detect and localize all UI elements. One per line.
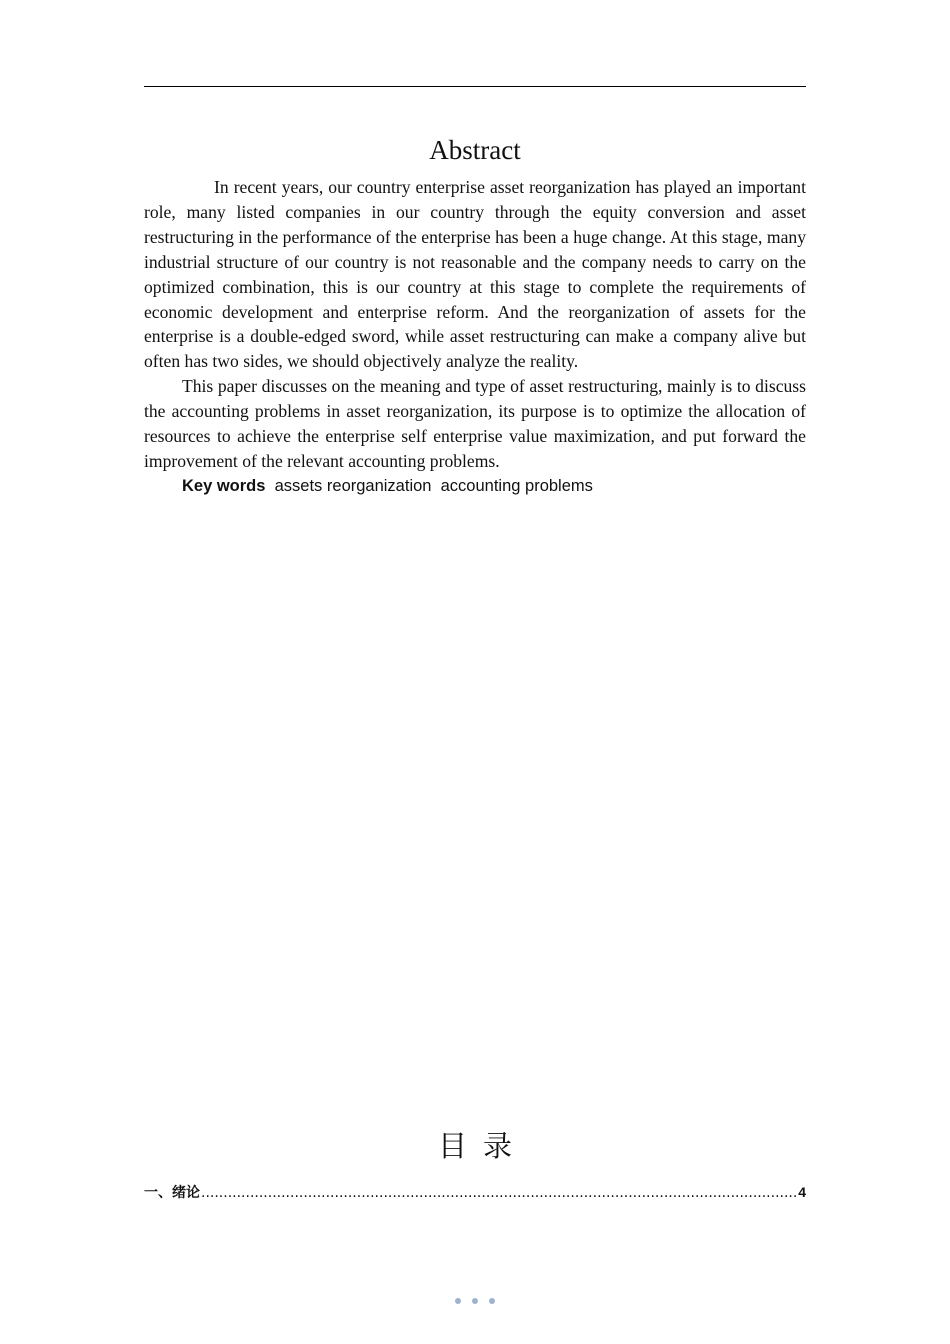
toc-entry-page: 4 <box>798 1184 806 1200</box>
header-rule <box>144 86 806 87</box>
toc-dot-leader <box>201 1182 797 1204</box>
abstract-paragraph: This paper discusses on the meaning and type of asset restructuring, mainly is to discuss the accounting problems in asset reorganization, its purpose is to optimize the allocation of resources to achieve the enterprise self enterprise value maximization, and put forward the improvement of the relevant accounting problems. <box>144 376 806 471</box>
abstract-paragraph: In recent years, our country enterprise asset reorganization has played an important role, many listed companies in our country through the equity conversion and asset restructuring in the performance of the enterprise has been a huge change. At this stage, many industrial structure of our country is not reasonable and the company needs to carry on the optimized combination, this is our country at this stage to complete the requirements of economic development and enterprise reform. And the reorganization of assets for the enterprise is a double-edged sword, while asset restructuring can make a company alive but often has two sides, we should objectively analyze the reality. <box>144 177 806 372</box>
toc-entry[interactable] <box>144 1181 806 1204</box>
keywords-line <box>144 474 806 499</box>
ellipsis-dot <box>472 1298 478 1304</box>
ellipsis-dot <box>489 1298 495 1304</box>
toc-entry-label: 一、绪论 <box>144 1185 200 1201</box>
toc-title: 目录 <box>437 1129 528 1163</box>
keywords-label: Key words <box>182 476 266 495</box>
ellipsis-dot <box>455 1298 461 1304</box>
abstract-body <box>144 175 806 499</box>
abstract-title: Abstract <box>429 135 521 165</box>
keywords-value: assets reorganization accounting problems <box>265 476 593 495</box>
ellipsis-icon[interactable] <box>455 1296 495 1306</box>
